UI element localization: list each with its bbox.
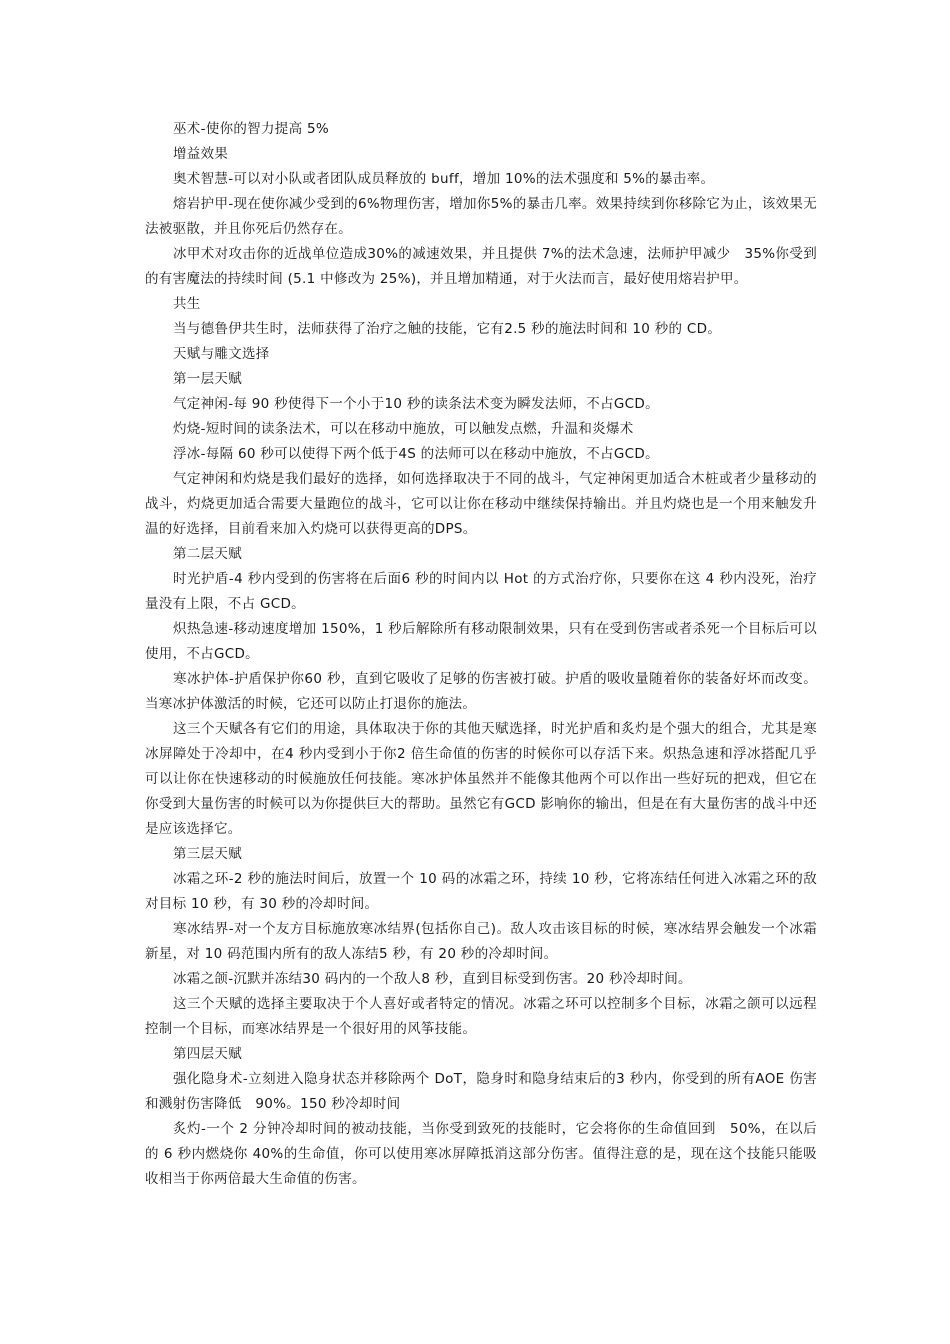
- paragraph: 这三个天赋各有它们的用途，具体取决于你的其他天赋选择，时光护盾和炙灼是个强大的组合，尤其是寒冰屏障处于冷却中，在4 秒内受到小于你2 倍生命值的伤害的时候你可以存活下来。炽热急速和浮冰搭配几乎可以让你在快速移动的时候施放任何技能。寒冰护体虽然并不能像其他两个可以作出一些好玩的把戏，但它在你受到大量伤害的时候可以为你提供巨大的帮助。虽然它有GCD 影响你的输出，但是在有大量伤害的战斗中还是应该选择它。: [145, 721, 817, 837]
- section-heading: 天赋与雕文选择: [173, 346, 270, 362]
- paragraph: 时光护盾-4 秒内受到的伤害将在后面6 秒的时间内以 Hot 的方式治疗你，只要你在这 4 秒内没死，治疗量没有上限，不占 GCD。: [145, 571, 817, 612]
- paragraph: 寒冰结界-对一个友方目标施放寒冰结界(包括你自己)。敌人攻击该目标的时候，寒冰结界会触发一个冰霜新星，对 10 码范围内所有的敌人冻结5 秒，有 20 秒的冷却时间。: [145, 921, 817, 962]
- section-heading: 第四层天赋: [173, 1046, 242, 1062]
- paragraph: 奥术智慧-可以对小队或者团队成员释放的 buff，增加 10%的法术强度和 5%的暴击率。: [173, 171, 715, 187]
- paragraph: 灼烧-短时间的读条法术，可以在移动中施放，可以触发点燃，升温和炎爆术: [173, 421, 634, 437]
- section-heading: 第二层天赋: [173, 546, 242, 562]
- paragraph: 炙灼-一个 2 分钟冷却时间的被动技能，当你受到致死的技能时，它会将你的生命值回到 50%，在以后的 6 秒内燃烧你 40%的生命值，你可以使用寒冰屏障抵消这部分伤害。值得注意的是，现在这个技能只能吸收相当于你两倍最大生命值的伤害。: [145, 1121, 817, 1187]
- paragraph: 浮冰-每隔 60 秒可以使得下两个低于4S 的法师可以在移动中施放，不占GCD。: [173, 446, 659, 462]
- paragraph: 冰霜之环-2 秒的施法时间后，放置一个 10 码的冰霜之环，持续 10 秒，它将冻结任何进入冰霜之环的敌对目标 10 秒，有 30 秒的冷却时间。: [145, 871, 817, 912]
- document-body: [145, 117, 817, 1192]
- section-heading: 共生: [173, 296, 201, 312]
- paragraph: 气定神闲-每 90 秒使得下一个小于10 秒的读条法术变为瞬发法师，不占GCD。: [173, 396, 659, 412]
- paragraph: 气定神闲和灼烧是我们最好的选择，如何选择取决于不同的战斗，气定神闲更加适合木桩或者少量移动的战斗，灼烧更加适合需要大量跑位的战斗，它可以让你在移动中继续保持输出。并且灼烧也是一个用来触发升温的好选择，目前看来加入灼烧可以获得更高的DPS。: [145, 471, 817, 537]
- paragraph: 炽热急速-移动速度增加 150%，1 秒后解除所有移动限制效果，只有在受到伤害或者杀死一个目标后可以使用，不占GCD。: [145, 621, 817, 662]
- paragraph: 熔岩护甲-现在使你减少受到的6%物理伤害，增加你5%的暴击几率。效果持续到你移除它为止，该效果无法被驱散，并且你死后仍然存在。: [145, 196, 817, 237]
- paragraph: 冰甲术对攻击你的近战单位造成30%的减速效果，并且提供 7%的法术急速，法师护甲减少 35%你受到的有害魔法的持续时间 (5.1 中修改为 25%)，并且增加精通，对于火法而言，最好使用熔岩护甲。: [145, 246, 817, 287]
- section-heading: 第一层天赋: [173, 371, 242, 387]
- paragraph: 这三个天赋的选择主要取决于个人喜好或者特定的情况。冰霜之环可以控制多个目标，冰霜之颌可以远程控制一个目标，而寒冰结界是一个很好用的风筝技能。: [145, 996, 817, 1037]
- paragraph: 强化隐身术-立刻进入隐身状态并移除两个 DoT，隐身时和隐身结束后的3 秒内，你受到的所有AOE 伤害和溅射伤害降低 90%。150 秒冷却时间: [145, 1071, 817, 1112]
- section-heading: 第三层天赋: [173, 846, 242, 862]
- paragraph: 寒冰护体-护盾保护你60 秒，直到它吸收了足够的伤害被打破。护盾的吸收量随着你的装备好坏而改变。当寒冰护体激活的时候，它还可以防止打退你的施法。: [145, 671, 817, 712]
- section-heading: 增益效果: [173, 146, 229, 162]
- paragraph: 巫术-使你的智力提高 5%: [173, 121, 329, 137]
- paragraph: 当与德鲁伊共生时，法师获得了治疗之触的技能，它有2.5 秒的施法时间和 10 秒的 CD。: [173, 321, 722, 337]
- paragraph: 冰霜之颌-沉默并冻结30 码内的一个敌人8 秒，直到目标受到伤害。20 秒冷却时间。: [173, 971, 692, 987]
